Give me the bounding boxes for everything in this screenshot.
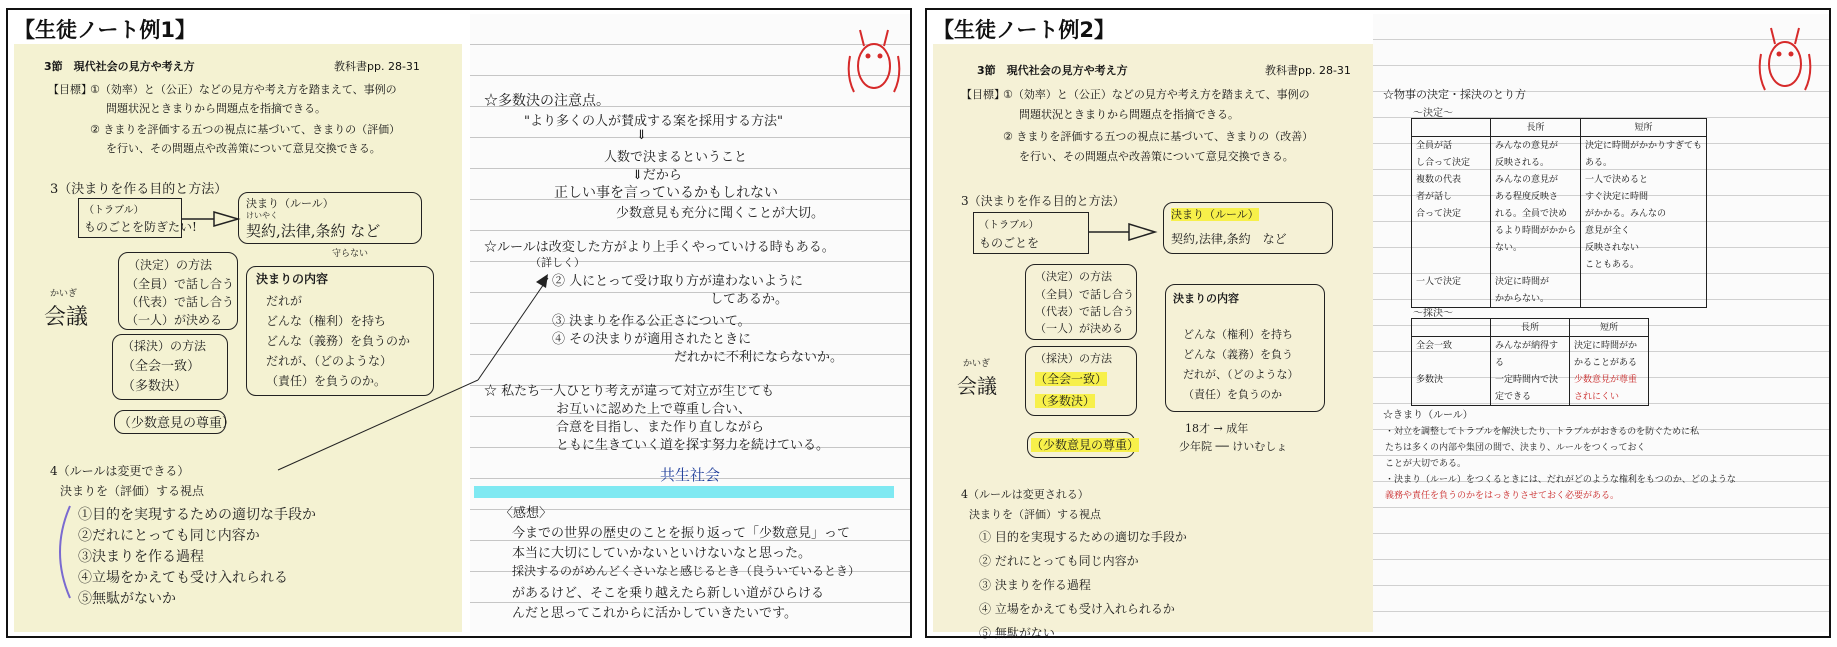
table-cell: 者が話し [1412,188,1491,205]
table-cell: こともある。 [1581,256,1707,273]
rule-label-text: 決まり（ルール） [1171,208,1259,221]
goal-label: 【目標】 [48,83,92,96]
vote-item-text: （全会一致） [1035,372,1108,386]
table-row [1412,171,1707,188]
section3-heading: 3（決まりを作る目的と方法） [961,194,1125,208]
age-note: 18才 → 成年 [1185,422,1249,435]
minority-opinion-text: （少数意見の尊重） [1031,438,1140,452]
table-cell [1412,222,1491,239]
table-cell: し合って決定 [1412,154,1491,171]
table-row [1412,154,1707,171]
impression-line: 今までの世界の歴史のことを振り返って「少数意見」って [512,526,851,541]
rule-content-line: どんな（権利）を持ち [1183,328,1293,341]
minority-opinion [1031,436,1139,453]
table-row [1412,354,1649,371]
section-title: 3節 現代社会の見方や考え方 [977,64,1128,77]
table-cell: 反映される。 [1491,154,1581,171]
rule-note-line: 義務や責任を負うのかをはっきりさせておく必要がある。 [1385,491,1620,501]
table-cell [1412,239,1491,256]
kaigi-furigana: かいぎ [50,289,78,299]
student-note-example-1 [6,8,912,638]
majority-line: 少数意見も充分に聞くことが大切。 [616,206,825,221]
table-cell: すぐ決定に時間 [1581,188,1707,205]
vote-title: （採決）の方法 [122,339,207,353]
table-cell: かることがある [1570,354,1649,371]
criteria-item: ①目的を実現するための適切な手段か [78,507,316,523]
table-cell: 多数決 [1412,371,1491,388]
connector-arrows [8,10,910,636]
section4-heading: 4（ルールは変更できる） [50,464,190,478]
reflection-line: 合意を目指し、また作り直しながら [556,420,765,435]
decision-table-label: ～決定～ [1413,108,1453,119]
rule-note-line: たちは多くの内部や集団の間で、決まり、ルールをつくっておく [1385,443,1646,453]
majority-quote: "より多くの人が賛成する案を採用する方法" [524,114,783,129]
table-cell [1412,354,1491,371]
detail-note: （詳しく） [530,256,585,269]
vote-item: （多数決） [122,379,188,394]
rule-label: 決まり（ルール） [246,197,334,210]
panel-title: 【生徒ノート例2】 [933,18,1115,42]
minority-opinion: （少数意見の尊重） [118,416,236,431]
down-arrow: ⇓ [636,128,647,143]
table-header-cell: 長所 [1491,119,1581,137]
rule-text: 契約,法律,条約 など [1171,232,1287,246]
decision-item: （一人）が決める [126,313,223,327]
table-cell: 定できる [1491,388,1570,406]
table-cell: 反映されない [1581,239,1707,256]
rule-content-line: だれが、（どのような） [266,354,393,368]
table-cell: 複数の代表 [1412,171,1491,188]
textbook-pages: 教科書pp. 28-31 [1265,64,1351,77]
criteria-label: 決まりを（評価）する視点 [60,484,205,498]
table-cell: みんなの意見が [1491,171,1581,188]
vote-table-body [1412,319,1649,406]
table-row [1412,290,1707,308]
table-cell [1581,273,1707,290]
table-cell: 合って決定 [1412,205,1491,222]
table-row [1412,388,1649,406]
goal-line: ② きまりを評価する五つの視点に基づいて、きまりの（改善） [1003,130,1314,143]
rule-content-line: だれが、（どのような） [1183,368,1299,381]
table-cell: 全員が話 [1412,137,1491,155]
decision-note-title: ☆物事の決定・採決のとり方 [1383,88,1526,101]
table-cell: 決定に時間がか [1570,337,1649,355]
criteria-item: ③ 決まりを作る過程 [979,578,1091,592]
table-cell: みんなの意見が [1491,137,1581,155]
criteria-item: ④立場をかえても受け入れられる [78,570,288,586]
criteria-item: ②だれにとっても同じ内容か [78,528,260,544]
kaigi-label: 会議 [44,305,89,330]
goal-line: ② きまりを評価する五つの視点に基づいて、きまりの（評価） [90,123,401,136]
decision-title: （決定）の方法 [128,258,213,272]
decision-item: （代表）で話し合う [126,295,235,309]
decision-table [1411,118,1707,308]
criteria-label: 決まりを（評価）する視点 [969,508,1101,521]
majority-note-title: ☆多数決の注意点。 [484,93,610,109]
table-row [1412,371,1649,388]
table-header-cell [1412,119,1491,137]
table-cell [1412,256,1491,273]
table-row [1412,222,1707,239]
student-note-example-2 [925,8,1831,638]
section-title: 3節 現代社会の見方や考え方 [44,60,195,73]
textbook-pages: 教科書pp. 28-31 [334,60,420,73]
table-row [1412,205,1707,222]
reflection-line: お互いに認めた上で尊重し合い、 [556,402,752,417]
table-cell: 一人で決定 [1412,273,1491,290]
goal-line: ①（効率）と（公正）などの見方や考え方を踏まえて、事例の [1003,88,1310,101]
goal-line: 問題状況ときまりから問題点を指摘できる。 [106,102,326,115]
decision-title: （決定）の方法 [1035,270,1112,283]
criteria-item: ③決まりを作る過程 [78,549,204,565]
criteria-item: ④ 立場をかえても受け入れられるか [979,602,1175,616]
table-cell: されにくい [1570,388,1649,406]
rule-content-line: どんな（義務）を負うのか [266,334,411,348]
rule-content-title: 決まりの内容 [1173,292,1239,305]
law-note: 少年院 ── けいむしょ [1179,440,1288,453]
table-header-cell: 長所 [1491,319,1570,337]
criteria-item: ② だれにとっても同じ内容か [979,554,1139,568]
table-cell: るより時間がかから [1491,222,1581,239]
majority-line: ⇓だから [632,168,682,183]
table-cell: 少数意見が尊重 [1570,371,1649,388]
rule-change-title: ☆ルールは改変した方がより上手くやっていける時もある。 [484,240,835,255]
decision-item: （一人）が決める [1035,322,1123,335]
table-row [1412,239,1707,256]
table-cell: 決定に時間が [1491,273,1581,290]
table-header-cell [1412,319,1491,337]
vote-item-text: （多数決） [1035,394,1096,408]
table-cell [1581,290,1707,308]
panel-title: 【生徒ノート例1】 [14,18,196,42]
table-row [1412,188,1707,205]
table-header-cell: 短所 [1570,319,1649,337]
rule-note-line: ことが大切である。 [1385,459,1467,469]
goal-line: を行い、その問題点や改善策について意見交換できる。 [106,142,381,155]
impression-line: 本当に大切にしていかないといけないなと思った。 [512,546,812,561]
rule-change-item: ④ その決まりが適用されたときに [552,332,752,347]
majority-line: 人数で決まるということ [604,150,748,165]
trouble-text: ものごとを防ぎたい! [84,220,197,234]
rule-note-line: ・決まり（ルール）をつくるときには、だれがどのような権利をもつのか、どのような [1385,475,1736,485]
rule-content-line: （責任）を負うのか。 [266,374,387,388]
table-cell: がかかる。みんなの [1581,205,1707,222]
rule-change-item: だれかに不利にならないか。 [674,350,844,365]
kaigi-label: 会議 [957,374,997,398]
vote-table-label: ～採決～ [1413,308,1453,319]
notebook-page [1373,14,1829,632]
coexistence-society: 共生社会 [660,466,721,484]
impression-line: 採決するのがめんどくさいなと感じるとき（良ういているとき） [512,564,861,578]
impression-line: があるけど、そこを乗り越えたら新しい道がひらける [512,586,825,601]
rule-label [1171,206,1259,222]
vote-title: （採決）の方法 [1035,352,1112,365]
table-row [1412,137,1707,155]
table-header-cell: 短所 [1581,119,1707,137]
trouble-label: （トラブル） [84,205,144,216]
side-note: 守らない [332,249,369,259]
character-stamp-icon [1755,24,1815,98]
criteria-item: ① 目的を実現するための適切な手段か [979,530,1187,544]
table-cell: 全会一致 [1412,337,1491,355]
criteria-item: ⑤無駄がないか [78,591,176,607]
criteria-item: ⑤ 無駄がない [979,626,1055,640]
kaigi-furigana: かいぎ [963,359,991,369]
table-cell: かからない。 [1491,290,1581,308]
table-cell: 意見が全く [1581,222,1707,239]
section3-heading: 3（決まりを作る目的と方法） [50,182,228,197]
goal-line: ①（効率）と（公正）などの見方や考え方を踏まえて、事例の [90,83,397,96]
decision-item: （全員）で話し合う [1035,288,1134,301]
impression-line: んだと思ってこれからに活かしていきたいです。 [512,606,797,621]
table-cell: ある程度反映さ [1491,188,1581,205]
decision-item: （全員）で話し合う [126,277,235,291]
vote-item [1035,392,1095,409]
rule-change-item: してあるか。 [710,292,789,307]
table-cell: れる。全員で決め [1491,205,1581,222]
rule-content-line: どんな（義務）を負う [1183,348,1293,361]
table-header-row [1412,319,1649,337]
vote-item: （全会一致） [122,359,201,374]
impression-title: 〈感想〉 [500,506,553,521]
table-cell [1412,388,1491,406]
decision-item: （代表）で話し合う [1035,305,1134,318]
table-cell: 決定に時間がかかりすぎても [1581,137,1707,155]
rule-furigana: けいやく [246,211,278,220]
rule-content-line: （責任）を負うのか [1183,388,1282,401]
rule-content-line: だれが [266,294,303,308]
table-cell: 一人で決めると [1581,171,1707,188]
table-cell: ない。 [1491,239,1581,256]
table-header-row [1412,119,1707,137]
rule-note-line: ・対立を調整してトラブルを解決したり、トラブルがおきるのを防ぐために私 [1385,427,1700,437]
section4-heading: 4（ルールは変更される） [961,488,1089,501]
rule-text: 契約,法律,条約 など [246,222,381,240]
goal-line: 問題状況ときまりから問題点を指摘できる。 [1019,108,1239,121]
rule-change-item: ② 人にとって受け取り方が違わないように [552,274,803,289]
rule-note-title: ☆きまり（ルール） [1383,410,1473,421]
goal-line: を行い、その問題点や改善策について意見交換できる。 [1019,150,1294,163]
goal-label: 【目標】 [961,88,1005,101]
table-row [1412,256,1707,273]
table-cell: 一定時間内で決 [1491,371,1570,388]
rule-content-title: 決まりの内容 [256,272,329,286]
trouble-text: ものごとを [979,236,1040,250]
majority-line: 正しい事を言っているかもしれない [554,185,778,201]
vote-item [1035,370,1107,387]
reflection-line: ☆ 私たち一人ひとり考えが違って対立が生じても [484,384,775,399]
table-cell: みんなが納得す [1491,337,1570,355]
table-row [1412,337,1649,355]
trouble-label: （トラブル） [979,220,1039,231]
rule-change-item: ③ 決まりを作る公正さについて。 [552,314,751,329]
table-row [1412,273,1707,290]
decision-table-body [1412,119,1707,308]
reflection-line: ともに生きていく道を探す努力を続けている。 [556,438,830,453]
table-cell: ある。 [1581,154,1707,171]
table-cell [1491,256,1581,273]
vote-table [1411,318,1649,406]
rule-content-line: どんな（権利）を持ち [266,314,387,328]
table-cell: る [1491,354,1570,371]
worksheet-page [933,44,1381,640]
